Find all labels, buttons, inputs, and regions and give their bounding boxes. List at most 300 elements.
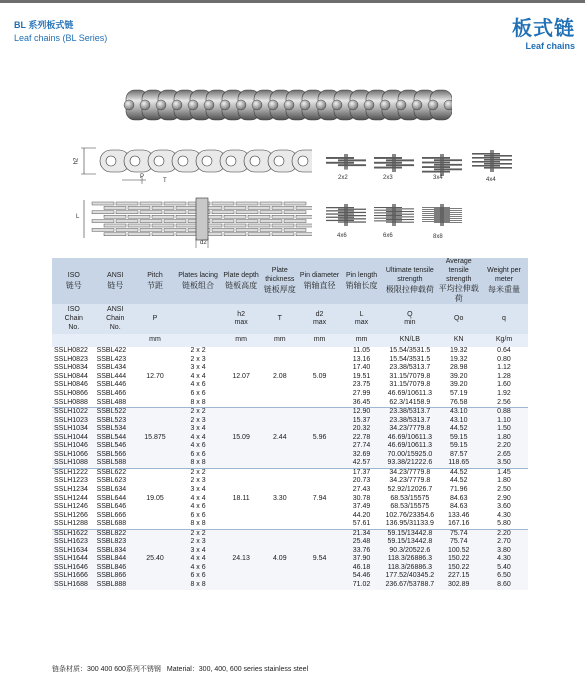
lacing-plate	[326, 220, 354, 221]
pin-diameter-cell: 7.94	[298, 468, 341, 529]
lacing-plate	[422, 171, 450, 173]
lacing-plate	[422, 219, 450, 220]
lacing-plate	[422, 213, 450, 214]
top-plate	[116, 228, 138, 231]
average-tensile: 39.20	[449, 372, 468, 380]
pin-length: 42.57	[341, 459, 382, 468]
header-cell-5	[261, 258, 298, 304]
header-cn: 节距	[146, 280, 163, 290]
page-title	[512, 12, 575, 51]
lacing-plate	[338, 159, 366, 161]
average-tensile: 227.15	[437, 572, 480, 581]
pin-length: 27.99	[352, 389, 371, 397]
ultimate-tensile: 31.15/7079.8	[389, 372, 431, 380]
ansi-chain-no: SSBL622	[96, 468, 135, 477]
symbol-text: Q	[407, 310, 413, 318]
lacing-plate	[434, 159, 462, 161]
header-cn: 链板高度	[225, 280, 258, 290]
weight-per-meter: 1.50	[480, 425, 528, 434]
top-plate	[164, 220, 186, 223]
header-cell-6	[298, 258, 341, 304]
header-cell-10	[480, 258, 528, 304]
lacing-plate	[374, 212, 402, 213]
top-pin	[196, 198, 208, 240]
pin-length: 22.78	[341, 434, 382, 443]
section-title	[14, 18, 107, 43]
lacing-plate	[434, 218, 462, 219]
material-note-en: Material：300, 400, 600 series stainless steel	[166, 666, 309, 673]
top-plate	[224, 233, 246, 236]
chain-pin	[300, 100, 310, 110]
top-plate	[296, 206, 312, 209]
lacing-plate	[422, 217, 450, 218]
weight-per-meter: 3.80	[480, 547, 528, 556]
plate-depth-cell: 15.09	[221, 408, 261, 469]
symbol-cell-0	[52, 304, 96, 334]
header-en: Pin length	[345, 271, 378, 279]
top-plate	[260, 211, 282, 214]
iso-chain-no: SSLH1644	[52, 555, 96, 564]
iso-chain-no: SSLH0822	[54, 347, 88, 355]
plate-depth-cell: 18.11	[221, 468, 261, 529]
top-plate	[92, 228, 114, 231]
chain-pin	[252, 100, 262, 110]
ansi-chain-no: SSBL534	[96, 425, 135, 434]
header-cn: 销轴直径	[303, 280, 336, 290]
ultimate-tensile: 52.92/12026.7	[387, 486, 433, 493]
average-tensile: 87.57	[437, 451, 480, 460]
unit-cell-10: Kg/m	[480, 334, 528, 347]
top-plate	[152, 233, 174, 236]
iso-chain-no: SSLH1666	[52, 572, 96, 581]
weight-per-meter: 2.90	[497, 494, 511, 502]
plates-lacing: 6 x 6	[175, 451, 221, 460]
unit-cell-0	[52, 334, 96, 347]
ultimate-tensile: 62.3/14158.9	[389, 398, 431, 406]
weight-per-meter: 1.45	[480, 468, 528, 477]
pin-length: 12.90	[341, 408, 382, 417]
pitch-cell: 12.70	[146, 372, 164, 380]
top-plate	[92, 202, 114, 205]
lacing-plate	[422, 166, 450, 168]
pitch-cell: 19.05	[135, 468, 175, 529]
lacing-plate	[338, 218, 366, 219]
lacing-plate	[338, 212, 366, 213]
weight-per-meter: 0.80	[497, 355, 511, 363]
ansi-chain-no: SSBL434	[96, 364, 127, 372]
lacing-plate	[374, 167, 402, 169]
chain-pin	[284, 100, 294, 110]
iso-chain-no: SSLH1046	[52, 442, 96, 451]
weight-per-meter: 4.30	[480, 555, 528, 564]
weight-per-meter: 1.60	[497, 381, 511, 389]
lacing-plate	[472, 165, 500, 167]
plates-lacing: 3 x 4	[190, 364, 206, 372]
iso-chain-no: SSLH0834	[54, 364, 88, 372]
iso-chain-no: SSLH1234	[54, 486, 88, 493]
lacing-plate	[484, 163, 512, 165]
symbol-text: q	[502, 314, 506, 322]
header-cell-0	[52, 258, 96, 304]
weight-per-meter: 3.50	[480, 459, 528, 468]
side-pin	[274, 156, 284, 166]
side-pin	[130, 156, 140, 166]
ultimate-tensile: 236.67/53788.7	[382, 581, 437, 590]
lacing-icon	[326, 154, 366, 170]
header-cell-8	[382, 258, 437, 304]
plates-lacing: 2 x 2	[190, 347, 206, 355]
top-plate	[224, 224, 246, 227]
top-plate	[128, 224, 150, 227]
ansi-chain-no: SSBL846	[96, 564, 135, 573]
top-plate	[104, 215, 126, 218]
average-tensile: 44.52	[437, 425, 480, 434]
lacing-plate	[484, 155, 512, 157]
symbol-text: No.	[109, 323, 121, 331]
average-tensile: 75.74	[437, 529, 480, 538]
lacing-plate	[326, 213, 354, 214]
iso-chain-no: SSLH1023	[52, 417, 96, 426]
ultimate-tensile: 102.76/23354.6	[385, 511, 435, 519]
top-plate	[284, 228, 306, 231]
header-en: Pin diameter	[299, 271, 340, 279]
ansi-chain-no: SSBL544	[96, 434, 135, 443]
top-plate	[176, 233, 198, 236]
top-plate	[236, 220, 258, 223]
lacing-plate	[386, 219, 414, 220]
pin-length: 71.02	[341, 581, 382, 590]
lacing-label-6x6: 6x6	[383, 233, 393, 239]
plates-lacing: 4 x 4	[190, 494, 206, 502]
pitch-cell: 15.875	[135, 408, 175, 469]
ultimate-tensile: 34.23/7779.8	[389, 477, 431, 485]
top-plate	[128, 233, 150, 236]
lacing-icon	[472, 150, 512, 172]
iso-chain-no: SSLH1223	[54, 477, 88, 485]
lacing-plate	[338, 209, 366, 210]
top-plate	[128, 206, 150, 209]
average-tensile: 44.52	[437, 468, 480, 477]
lacing-plate	[386, 222, 414, 223]
header-en: Pitch	[147, 271, 163, 279]
h2-label: h2	[73, 157, 80, 165]
average-tensile: 19.32	[449, 355, 468, 363]
symbol-text: d2	[315, 310, 324, 318]
lacing-plate	[326, 157, 354, 159]
symbol-text: No.	[68, 323, 80, 331]
top-plate	[248, 224, 270, 227]
plates-lacing: 3 x 4	[175, 547, 221, 556]
top-plate	[116, 211, 138, 214]
section-title-en: Leaf chains (BL Series)	[14, 33, 108, 43]
ansi-chain-no: SSBL888	[96, 581, 135, 590]
ultimate-tensile: 93.38/21222.6	[382, 459, 437, 468]
plates-lacing: 4 x 6	[175, 564, 221, 573]
chain-pin	[172, 100, 182, 110]
average-tensile: 57.19	[449, 389, 468, 397]
weight-per-meter: 5.40	[480, 564, 528, 573]
plate-depth-cell: 24.13	[221, 529, 261, 589]
unit-cell-9: KN	[437, 334, 480, 347]
weight-per-meter: 2.20	[480, 442, 528, 451]
lacing-plate	[434, 164, 462, 166]
weight-per-meter: 4.30	[497, 511, 511, 519]
plates-lacing: 2 x 3	[175, 538, 221, 547]
top-plate	[272, 206, 294, 209]
ansi-chain-no: SSBL444	[96, 372, 127, 380]
lacing-plate	[422, 221, 450, 222]
top-plate	[260, 228, 282, 231]
pin-length: 44.20	[352, 511, 371, 519]
plates-lacing: 4 x 6	[190, 381, 206, 389]
iso-chain-no: SSLH0823	[54, 355, 88, 363]
average-tensile: 43.10	[437, 408, 480, 417]
lacing-plate	[422, 157, 450, 159]
ansi-chain-no: SSBL588	[96, 459, 135, 468]
lacing-label-4x6: 4x6	[337, 233, 347, 239]
chain-pin	[124, 100, 134, 110]
ultimate-tensile: 118.3/26886.3	[382, 564, 437, 573]
plates-lacing: 8 x 8	[175, 581, 221, 590]
pin-length: 27.74	[341, 442, 382, 451]
lacing-label-3x4: 3x4	[433, 175, 443, 181]
weight-per-meter: 8.60	[480, 581, 528, 590]
lacing-plate	[374, 210, 402, 211]
top-plate	[164, 228, 186, 231]
weight-per-meter: 1.12	[497, 364, 511, 372]
ansi-chain-no: SSBL634	[96, 486, 127, 493]
symbol-cell-1	[96, 304, 135, 334]
iso-chain-no: SSLH1222	[52, 468, 96, 477]
average-tensile: 76.58	[449, 398, 468, 406]
ultimate-tensile: 46.69/10611.3	[387, 389, 432, 397]
lacing-plate	[422, 211, 450, 212]
weight-per-meter: 1.92	[497, 389, 511, 397]
header-cn: 极限拉伸载荷	[385, 284, 434, 294]
plate-thickness-cell: 2.08	[272, 372, 287, 380]
symbol-text: max	[354, 319, 369, 327]
lacing-plate	[434, 222, 462, 223]
iso-chain-no: SSLH0844	[54, 372, 88, 380]
average-tensile: 75.74	[437, 538, 480, 547]
top-plate	[212, 202, 234, 205]
top-plate	[236, 228, 258, 231]
weight-per-meter: 1.80	[497, 477, 511, 485]
ansi-chain-no: SSBL866	[96, 572, 135, 581]
plates-lacing: 2 x 3	[175, 417, 221, 426]
symbol-text: min	[404, 319, 416, 327]
lacing-plate	[434, 216, 462, 217]
ultimate-tensile: 23.38/5313.7	[389, 364, 431, 372]
d2-label: d2	[200, 240, 207, 246]
chain-pin	[316, 100, 326, 110]
chain-top-view-diagram	[72, 194, 312, 250]
unit-cell-4: mm	[221, 334, 261, 347]
lacing-plate	[386, 216, 414, 217]
side-pin	[298, 156, 308, 166]
weight-per-meter: 2.56	[497, 398, 511, 406]
plate-lacing-diagrams	[318, 146, 518, 242]
weight-per-meter: 2.50	[497, 486, 511, 493]
pin-diameter-cell: 9.54	[298, 529, 341, 589]
material-note-cn: 链条材质：300 400 600系列不锈钢	[52, 666, 161, 673]
pin-length: 33.76	[341, 547, 382, 556]
average-tensile: 28.98	[449, 364, 468, 372]
header-en: Ultimate tensile strength	[385, 267, 434, 284]
iso-chain-no: SSLH1634	[52, 547, 96, 556]
plate-thickness-cell: 3.30	[261, 468, 298, 529]
chain-photo	[122, 84, 452, 128]
weight-per-meter: 1.10	[480, 417, 528, 426]
table-row	[52, 347, 528, 356]
pitch-cell: 25.40	[135, 529, 175, 589]
ultimate-tensile: 118.3/26886.3	[382, 555, 437, 564]
average-tensile: 84.63	[449, 503, 468, 511]
average-tensile: 43.10	[437, 417, 480, 426]
header-cn: 链板组合	[182, 280, 215, 290]
lacing-plate	[434, 212, 462, 213]
lacing-plate	[326, 217, 354, 218]
header-en: Weight per meter	[487, 267, 521, 284]
chain-pin	[268, 100, 278, 110]
top-plate	[212, 228, 234, 231]
chain-pin	[156, 100, 166, 110]
plates-lacing: 2 x 2	[175, 468, 221, 477]
ansi-chain-no: SSBL844	[96, 555, 135, 564]
header-en: Plate thickness	[265, 267, 295, 284]
top-plate	[116, 220, 138, 223]
top-plate	[248, 233, 270, 236]
top-plate	[212, 220, 234, 223]
ultimate-tensile: 68.53/15575	[390, 494, 430, 502]
pin-length: 17.40	[352, 364, 371, 372]
lacing-plate	[386, 164, 414, 166]
lacing-label-2x3: 2x3	[383, 175, 393, 181]
symbol-cell-9	[437, 304, 480, 334]
plates-lacing: 3 x 4	[190, 486, 206, 493]
chain-pin	[220, 100, 230, 110]
lacing-plate	[374, 215, 402, 216]
plates-lacing: 2 x 2	[175, 408, 221, 417]
side-pin	[202, 156, 212, 166]
plate-thickness-cell: 2.44	[261, 408, 298, 469]
weight-per-meter: 6.50	[480, 572, 528, 581]
lacing-icon	[326, 204, 366, 226]
symbol-cell-5	[261, 304, 298, 334]
header-en: Plates lacing	[178, 271, 218, 279]
symbol-cell-7	[341, 304, 382, 334]
top-plate	[260, 202, 282, 205]
top-plate	[176, 206, 198, 209]
pin-length: 37.90	[341, 555, 382, 564]
top-plate	[104, 233, 126, 236]
ansi-chain-no: SSBL644	[96, 494, 127, 502]
top-plate	[140, 228, 162, 231]
side-pin	[154, 156, 164, 166]
header-en: ISO	[67, 271, 80, 279]
lacing-plate	[386, 211, 414, 212]
weight-per-meter: 3.60	[497, 503, 511, 511]
iso-chain-no: SSLH1066	[52, 451, 96, 460]
chain-pin	[188, 100, 198, 110]
lacing-plate	[434, 210, 462, 211]
ultimate-tensile: 23.38/5313.7	[382, 408, 437, 417]
top-plate	[152, 215, 174, 218]
pin-length: 19.51	[352, 372, 371, 380]
header-en: Average tensile strength	[445, 258, 472, 283]
top-plate	[164, 211, 186, 214]
average-tensile: 59.15	[437, 434, 480, 443]
lacing-plate	[326, 207, 354, 208]
chain-pin	[380, 100, 390, 110]
plates-lacing: 4 x 6	[190, 503, 206, 511]
plates-lacing: 2 x 3	[190, 477, 206, 485]
top-plate	[176, 215, 198, 218]
ansi-chain-no: SSBL688	[96, 520, 127, 528]
unit-cell-5: mm	[261, 334, 298, 347]
ansi-chain-no: SSBL522	[96, 408, 135, 417]
header-cell-9	[437, 258, 480, 304]
side-pin	[226, 156, 236, 166]
ansi-chain-no: SSBL623	[96, 477, 127, 485]
pin-length: 27.43	[352, 486, 371, 493]
chain-pin	[236, 100, 246, 110]
header-cn: 每米重量	[487, 284, 520, 294]
symbol-text: ANSI	[107, 306, 124, 314]
pin-length: 17.37	[341, 468, 382, 477]
ansi-chain-no: SSBL422	[96, 347, 127, 355]
top-plate	[296, 233, 312, 236]
header-cn: 平均拉伸载荷	[438, 284, 479, 304]
ultimate-tensile: 177.52/40345.2	[382, 572, 437, 581]
lacing-plate	[374, 218, 402, 219]
ultimate-tensile: 59.15/13442.8	[382, 538, 437, 547]
iso-chain-no: SSLH1244	[54, 494, 88, 502]
symbol-text: ISO	[67, 306, 80, 314]
chain-side-view-diagram	[72, 140, 312, 186]
lacing-plate	[386, 208, 414, 209]
pin-length: 20.32	[341, 425, 382, 434]
top-plate	[236, 202, 258, 205]
average-tensile: 19.32	[449, 347, 468, 355]
page-title-en: Leaf chains	[525, 41, 575, 51]
top-plate	[272, 233, 294, 236]
top-plate	[116, 202, 138, 205]
t-label: T	[163, 178, 167, 184]
ultimate-tensile: 15.54/3531.5	[389, 355, 431, 363]
lacing-plate	[422, 207, 450, 208]
pin-length: 37.49	[352, 503, 371, 511]
symbol-cell-4	[221, 304, 261, 334]
unit-cell-1	[96, 334, 135, 347]
symbol-text: Chain	[106, 314, 125, 322]
top-plate	[284, 211, 306, 214]
plates-lacing: 6 x 6	[190, 511, 206, 519]
top-plate	[272, 224, 294, 227]
lacing-icon	[374, 154, 414, 172]
plates-lacing: 6 x 6	[190, 389, 206, 397]
lacing-label-8x8: 8x8	[433, 234, 443, 240]
average-tensile: 100.52	[437, 547, 480, 556]
ultimate-tensile: 34.23/7779.8	[382, 425, 437, 434]
iso-chain-no: SSLH0846	[54, 381, 88, 389]
weight-per-meter: 0.64	[497, 347, 511, 355]
top-plate	[140, 220, 162, 223]
ansi-chain-no: SSBL466	[96, 389, 127, 397]
top-plate	[224, 215, 246, 218]
top-plate	[140, 202, 162, 205]
weight-per-meter: 0.88	[480, 408, 528, 417]
